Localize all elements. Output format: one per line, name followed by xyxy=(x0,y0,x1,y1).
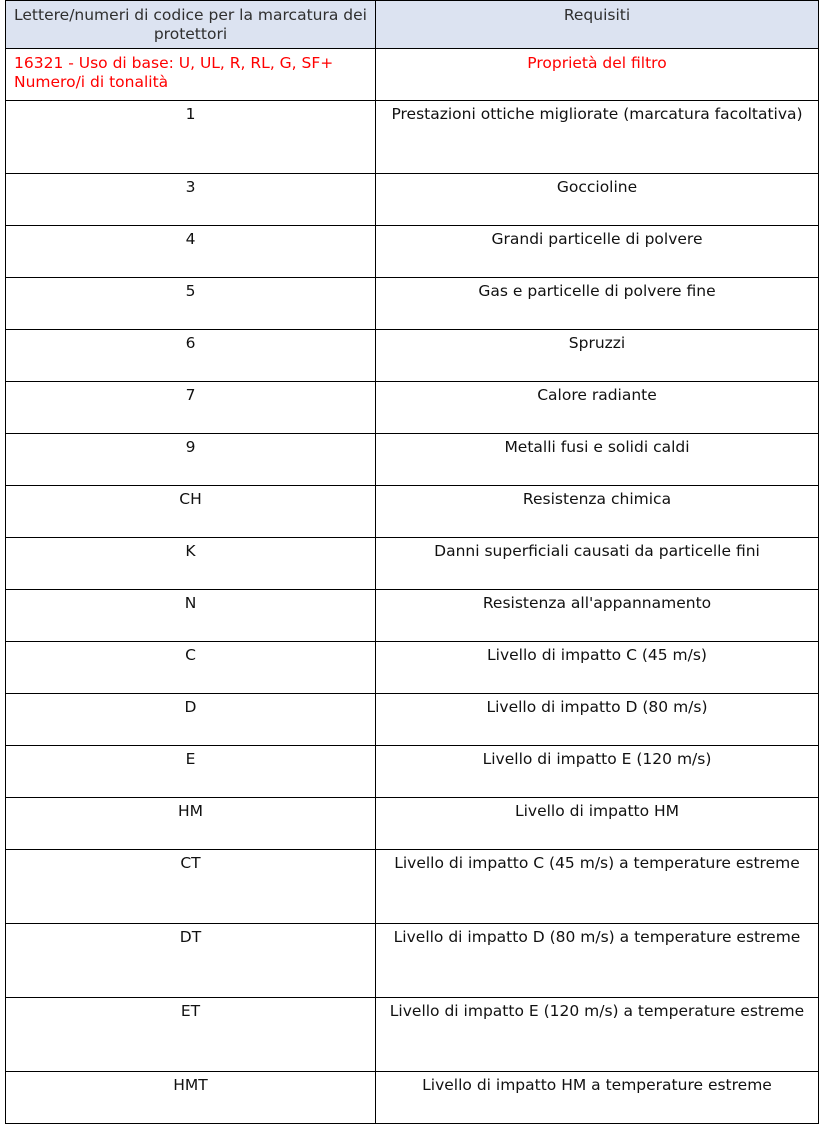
cell-code: D xyxy=(6,694,376,746)
cell-code: DT xyxy=(6,924,376,998)
table-row xyxy=(6,226,819,278)
cell-requirement: Livello di impatto HM a temperature estreme xyxy=(376,1072,819,1124)
table-row xyxy=(6,330,819,382)
cell-requirement: Prestazioni ottiche migliorate (marcatura facoltativa) xyxy=(376,101,819,174)
cell-code: 5 xyxy=(6,278,376,330)
table-row xyxy=(6,434,819,486)
marking-code-table xyxy=(5,0,819,1124)
cell-requirement-accent: Proprietà del filtro xyxy=(376,49,819,101)
cell-requirement: Calore radiante xyxy=(376,382,819,434)
cell-code: N xyxy=(6,590,376,642)
column-header-requirements: Requisiti xyxy=(376,1,819,49)
marking-code-table-container xyxy=(5,0,818,1124)
cell-code: 3 xyxy=(6,174,376,226)
cell-code: C xyxy=(6,642,376,694)
cell-requirement: Gas e particelle di polvere fine xyxy=(376,278,819,330)
cell-requirement: Grandi particelle di polvere xyxy=(376,226,819,278)
cell-requirement: Livello di impatto E (120 m/s) xyxy=(376,746,819,798)
table-row xyxy=(6,642,819,694)
cell-code: CT xyxy=(6,850,376,924)
cell-code: 1 xyxy=(6,101,376,174)
cell-requirement: Resistenza all'appannamento xyxy=(376,590,819,642)
cell-code: 6 xyxy=(6,330,376,382)
cell-code-accent: 16321 - Uso di base: U, UL, R, RL, G, SF+ Numero/i di tonalità xyxy=(6,49,376,101)
table-row xyxy=(6,486,819,538)
table-row xyxy=(6,798,819,850)
cell-requirement: Livello di impatto E (120 m/s) a temperature estreme xyxy=(376,998,819,1072)
cell-code: CH xyxy=(6,486,376,538)
cell-code: ET xyxy=(6,998,376,1072)
cell-code: E xyxy=(6,746,376,798)
cell-requirement: Livello di impatto HM xyxy=(376,798,819,850)
table-row xyxy=(6,174,819,226)
cell-requirement: Livello di impatto C (45 m/s) a temperature estreme xyxy=(376,850,819,924)
cell-code: 9 xyxy=(6,434,376,486)
cell-requirement: Metalli fusi e solidi caldi xyxy=(376,434,819,486)
table-row xyxy=(6,538,819,590)
table-row xyxy=(6,382,819,434)
cell-requirement: Danni superficiali causati da particelle fini xyxy=(376,538,819,590)
table-row xyxy=(6,694,819,746)
table-row xyxy=(6,278,819,330)
cell-code: K xyxy=(6,538,376,590)
cell-code: 7 xyxy=(6,382,376,434)
table-row xyxy=(6,590,819,642)
cell-requirement: Livello di impatto C (45 m/s) xyxy=(376,642,819,694)
column-header-code: Lettere/numeri di codice per la marcatura dei protettori xyxy=(6,1,376,49)
cell-requirement: Goccioline xyxy=(376,174,819,226)
table-row xyxy=(6,924,819,998)
table-row xyxy=(6,1072,819,1124)
table-header-row xyxy=(6,1,819,49)
cell-code: HM xyxy=(6,798,376,850)
table-body xyxy=(6,49,819,1124)
table-row-accent xyxy=(6,49,819,101)
cell-requirement: Resistenza chimica xyxy=(376,486,819,538)
table-row xyxy=(6,746,819,798)
table-header xyxy=(6,1,819,49)
table-row xyxy=(6,998,819,1072)
cell-requirement: Livello di impatto D (80 m/s) a temperature estreme xyxy=(376,924,819,998)
table-row xyxy=(6,850,819,924)
table-row xyxy=(6,101,819,174)
cell-requirement: Spruzzi xyxy=(376,330,819,382)
cell-code: 4 xyxy=(6,226,376,278)
cell-requirement: Livello di impatto D (80 m/s) xyxy=(376,694,819,746)
cell-code: HMT xyxy=(6,1072,376,1124)
